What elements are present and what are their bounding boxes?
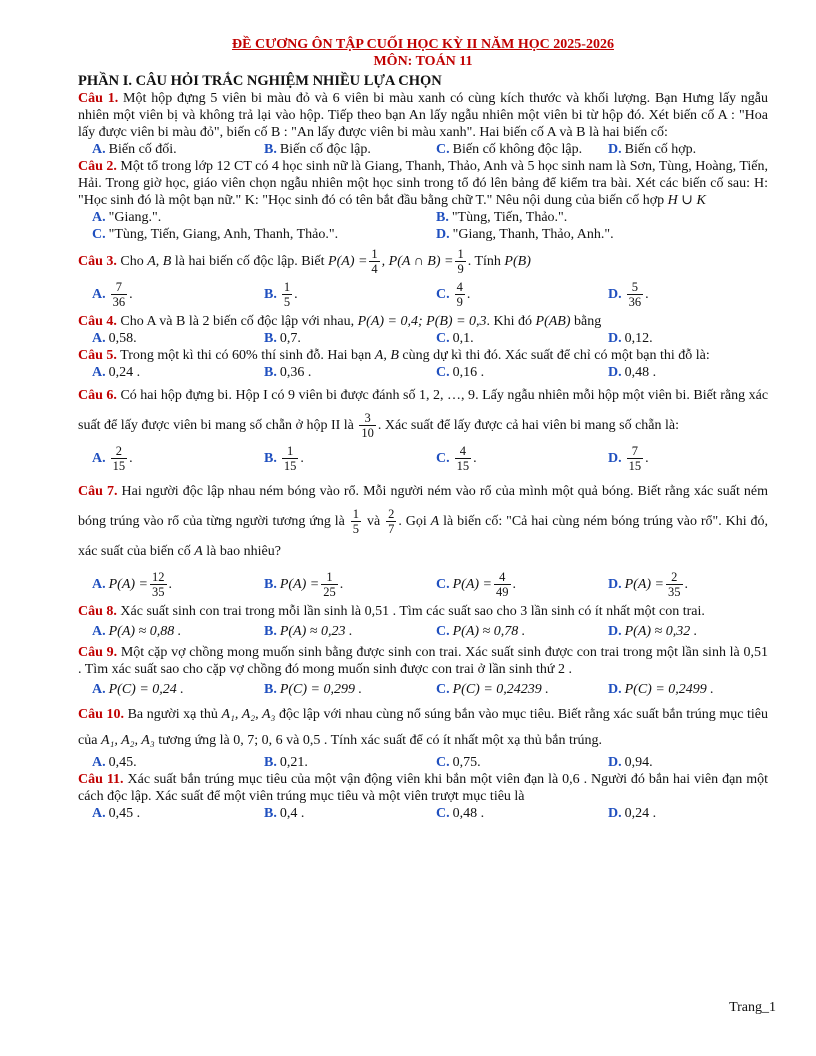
question-8-options (92, 620, 768, 644)
question-label: Câu 3. (78, 254, 117, 269)
option-c[interactable]: C. 0,75. (436, 755, 481, 770)
option-d[interactable]: D. $\frac{5}{36}$ . (608, 280, 649, 310)
fraction: $\frac{1}{4}$ (371, 247, 378, 277)
page-number: Trang_1 (729, 1000, 776, 1015)
question-label: Câu 10. (78, 707, 124, 722)
fraction: $\frac{2}{7}$ (388, 507, 395, 537)
question-11-options (92, 805, 768, 822)
option-a[interactable]: A. 0,45 . (92, 806, 141, 821)
option-b[interactable]: B. Biến cố độc lập. (264, 142, 371, 157)
option-b[interactable]: B. P(A) ≈ 0,23 . (264, 624, 353, 639)
option-b[interactable]: B. 0,4 . (264, 806, 305, 821)
option-d[interactable]: D. 0,12. (608, 331, 653, 346)
question-2-options-row-2 (92, 226, 768, 243)
option-d[interactable]: D. 0,94. (608, 755, 653, 770)
question-1 (78, 90, 768, 141)
question-label: Câu 7. (78, 484, 118, 499)
question-text: Một hộp đựng 5 viên bi màu đỏ và 6 viên bi màu xanh có cùng kích thước và khối lượng. Bạn Hưng lấy ngẫu nhiên một viên bị và không trả lại vào hộp. Tiếp theo bạn An lấy ngẫu nhiên một viên bi từ hộp đó. Xét biến cố A : "Hoa lấy được viên bi màu đỏ", biến cố B : "An lấy được viên bi màu xanh". Hai biến cố A và B là hai biến cố: (78, 91, 768, 140)
section-title: PHẦN I. CÂU HỎI TRẮC NGHIỆM NHIỀU LỰA CHỌN (78, 73, 442, 89)
option-a[interactable]: A. P(A) = $\frac{12}{35}$ . (92, 570, 172, 600)
question-4-options (92, 330, 768, 347)
option-a[interactable]: A. P(A) ≈ 0,88 . (92, 624, 182, 639)
option-b[interactable]: B. "Tùng, Tiến, Thảo.". (436, 210, 568, 225)
fraction: $\frac{1}{9}$ (457, 247, 464, 277)
option-a[interactable]: A. $\frac{2}{15}$ . (92, 444, 133, 474)
option-a[interactable]: A. 0,24 . (92, 365, 141, 380)
question-label: Câu 9. (78, 645, 118, 660)
option-b[interactable]: B. 0,7. (264, 331, 301, 346)
option-d[interactable]: D. Biến cố hợp. (608, 142, 697, 157)
option-a[interactable]: A. 0,58. (92, 331, 137, 346)
question-10: Câu 10. Ba người xạ thủ A₁, A₂, A₃ độc lập với nhau cùng nổ súng bắn vào mục tiêu. Biết rằng xác suất bắn trúng mục tiêu của A₁, A₂, A₃ tương ứng là 0, 7; 0, 6 và 0,5 . Tính xác suất để có ít nhất một xạ thủ bắn trúng. (78, 707, 769, 748)
question-3-options (92, 277, 768, 313)
option-c[interactable]: C. "Tùng, Tiến, Giang, Anh, Thanh, Thảo.". (92, 227, 339, 242)
question-label: Câu 4. (78, 314, 117, 329)
option-b[interactable]: B. 0,36 . (264, 365, 312, 380)
question-10-options (92, 754, 768, 771)
option-c[interactable]: C. 0,1. (436, 331, 474, 346)
document-subject: MÔN: TOÁN 11 (373, 54, 473, 69)
option-c[interactable]: C. Biến cố không độc lập. (436, 142, 583, 157)
question-8: Câu 8. Xác suất sinh con trai trong mỗi lần sinh là 0,51 . Tìm các suất sao cho 3 lần sinh có ít nhất một con trai. (78, 604, 705, 619)
option-d[interactable]: D. 0,24 . (608, 806, 657, 821)
fraction: $\frac{1}{5}$ (352, 507, 360, 537)
option-c[interactable]: C. P(C) = 0,24239 . (436, 682, 549, 697)
question-6: Câu 6. Có hai hộp đựng bi. Hộp I có 9 viên bi được đánh số 1, 2, …, 9. Lấy ngẫu nhiên mỗi hộp một viên bi. Biết rằng xác suất để lấy được viên bi mang số chẵn ở hộp II là $\frac{3}{10}$ . Xác suất để lấy được cả hai viên bi mang số chẵn là: (78, 388, 769, 441)
option-b[interactable]: B. P(A) = $\frac{1}{25}$ . (264, 570, 344, 600)
option-a[interactable]: A. P(C) = 0,24 . (92, 682, 184, 697)
option-b[interactable]: B. P(C) = 0,299 . (264, 682, 363, 697)
option-c[interactable]: C. $\frac{4}{9}$ . (436, 280, 471, 310)
question-5-options (92, 364, 768, 381)
question-9-options (92, 678, 768, 702)
question-2-options-row-1 (92, 209, 768, 226)
question-4: Câu 4. Cho A và B là 2 biến cố độc lập với nhau, P(A) = 0,4; P(B) = 0,3. Khi đó P(AB) bằng (78, 314, 602, 329)
option-a[interactable]: A. 0,45. (92, 755, 137, 770)
option-a[interactable]: A. Biến cố đối. (92, 142, 177, 157)
question-6-options (92, 441, 768, 477)
question-label: Câu 2. (78, 159, 117, 174)
option-a[interactable]: A. "Giang.". (92, 210, 162, 225)
question-label: Câu 8. (78, 604, 117, 619)
question-11: Câu 11. Xác suất bắn trúng mục tiêu của một vận động viên khi bắn một viên đạn là 0,6 . Người đó bắn hai viên đạn một cách độc lập. Xác suất để một viên trúng mục tiêu và một viên trượt mục tiêu là (78, 772, 769, 804)
option-b[interactable]: B. $\frac{1}{5}$ . (264, 280, 298, 310)
question-7-options (92, 567, 768, 603)
option-c[interactable]: C. $\frac{4}{15}$ . (436, 444, 477, 474)
question-text: Một tổ trong lớp 12 CT có 4 học sinh nữ là Giang, Thanh, Thảo, Anh và 5 học sinh nam là Sơn, Tùng, Hoàng, Tiến, Hải. Trong giờ học, giáo viên chọn ngẫu nhiên một học sinh trong tổ đó lên bảng để kiểm tra bài. Xét các biến cố sau: H: "Học sinh đó là một bạn nữ." K: "Học sinh đó có tên bắt đầu bằng chữ T." Nêu nội dung của biến cố hợp (78, 159, 768, 208)
option-d[interactable]: D. 0,48 . (608, 365, 657, 380)
option-d[interactable]: D. P(C) = 0,2499 . (608, 682, 714, 697)
option-b[interactable]: B. $\frac{1}{15}$ . (264, 444, 304, 474)
math-expression: H ∪ K (667, 193, 706, 208)
question-9: Câu 9. Một cặp vợ chồng mong muốn sinh bằng được sinh con trai. Xác suất sinh được con trai trong một lần sinh là 0,51 . Tìm xác suất sao cho cặp vợ chồng đó mong muốn sinh được con trai ở lần sinh thứ 2 . (78, 645, 768, 677)
option-c[interactable]: C. P(A) ≈ 0,78 . (436, 624, 526, 639)
question-label: Câu 6. (78, 388, 117, 403)
option-b[interactable]: B. 0,21. (264, 755, 308, 770)
document-title: ĐỀ CƯƠNG ÔN TẬP CUỐI HỌC KỲ II NĂM HỌC 2025-2026 (232, 37, 614, 52)
option-d[interactable]: D. P(A) ≈ 0,32 . (608, 624, 698, 639)
question-1-options (92, 141, 768, 158)
question-7: Câu 7. Hai người độc lập nhau ném bóng vào rổ. Mỗi người ném vào rổ của mình một quả bóng. Biết rằng xác suất ném bóng trúng vào rổ của từng người tương ứng là $\frac{1}{5}$ và $\frac{2}{7}$ . Gọi A là biến cố: "Cả hai cùng ném bóng trúng vào rổ". Khi đó, xác suất của biến cố A là bao nhiêu? (78, 484, 769, 559)
document-page (78, 36, 768, 822)
option-c[interactable]: C. P(A) = $\frac{4}{49}$ . (436, 570, 516, 600)
question-5: Câu 5. Trong một kì thi có 60% thí sinh đỗ. Hai bạn A, B cùng dự kì thi đó. Xác suất để chỉ có một bạn thi đỗ là: (78, 348, 710, 363)
question-label: Câu 1. (78, 91, 119, 106)
question-2 (78, 158, 768, 209)
fraction: $\frac{3}{10}$ (361, 411, 374, 441)
option-d[interactable]: D. $\frac{7}{15}$ . (608, 444, 649, 474)
option-a[interactable]: A. $\frac{7}{36}$ . (92, 280, 133, 310)
question-3: Câu 3. Cho A, B là hai biến cố độc lập. Biết P(A) = $\frac{1}{4}$ , P(A ∩ B) = $\frac{1}{9}$ . Tính P(B) (78, 247, 531, 277)
question-label: Câu 11. (78, 772, 124, 787)
option-d[interactable]: D. P(A) = $\frac{2}{35}$ . (608, 570, 688, 600)
question-label: Câu 5. (78, 348, 117, 363)
option-c[interactable]: C. 0,16 . (436, 365, 485, 380)
option-d[interactable]: D. "Giang, Thanh, Thảo, Anh.". (436, 227, 614, 242)
option-c[interactable]: C. 0,48 . (436, 806, 485, 821)
